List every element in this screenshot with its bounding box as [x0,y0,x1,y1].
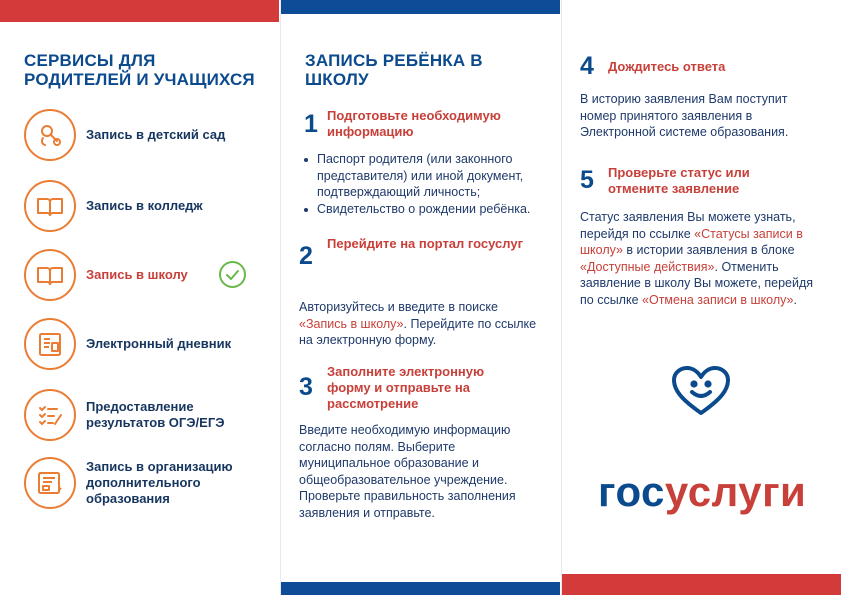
open-book-icon [24,180,76,232]
step-1-number: 1 [304,110,318,138]
check-icon [219,261,246,288]
available-actions-link[interactable]: «Доступные действия» [580,259,715,274]
status-link[interactable]: «Статусы записи в [694,226,803,241]
baby-pacifier-icon [24,109,76,161]
service-diary[interactable] [24,318,231,370]
steps-panel-middle [281,0,560,595]
cancel-enrollment-link[interactable]: «Отмена записи в школу» [642,292,794,307]
step-3-title: Заполните электронную форму и отправьте на рассмотрение [327,364,485,411]
diary-icon [24,318,76,370]
status-link-cont[interactable]: школу» [580,243,623,257]
step-5-text: Статус заявления Вы можете узнать, перейдя по ссылке «Статусы записи в школу» в истории заявления в блоке «Доступные действия». Отменить заявление в школу Вы можете, перейдя по ссылке «Отмена записи в школу». [580,210,814,307]
services-title: СЕРВИСЫ ДЛЯ РОДИТЕЛЕЙ И УЧАЩИХСЯ [24,51,255,89]
step-2-title: Перейдите на портал госуслуг [327,236,524,251]
step-3-number: 3 [299,373,313,401]
gosuslugi-logo: госуслуги [598,468,807,515]
step-4-text: В историю заявления Вам поступит номер принятого заявления в Электронной системе образования. [580,92,789,139]
service-exam-results[interactable] [24,389,224,441]
certificate-icon [24,457,76,509]
steps-title: ЗАПИСЬ РЕБЁНКА В ШКОЛУ [305,51,483,89]
heart-smile-icon [671,365,731,417]
step-2-text: Авторизуйтесь и введите в поиске «Запись в школу». Перейдите по ссылке на электронную форму. [299,300,537,347]
service-kindergarten[interactable] [24,109,225,161]
services-panel [0,0,280,595]
service-label: Предоставление результатов ОГЭ/ЕГЭ [86,399,225,430]
step-3-text: Введите необходимую информацию согласно полям. Выберите муниципальное образование и общеобразовательное учреждение. Проверьте правильность заполнения заявления и отправьте. [299,423,516,520]
step-2-number: 2 [299,242,313,270]
open-book-icon [24,249,76,301]
checklist-icon [24,389,76,441]
step-1-title: Подготовьте необходимую информацию [327,108,501,139]
service-label: Запись в организацию дополнительного образования [86,459,233,506]
list-item: Свидетельство о рождении ребёнка. [301,201,551,218]
search-query-link[interactable]: «Запись в школу» [299,316,404,331]
service-label: Запись в колледж [86,198,203,213]
service-additional-education[interactable] [24,457,233,509]
service-college[interactable] [24,180,203,232]
step-4-title: Дождитесь ответа [608,59,726,74]
list-item: Паспорт родителя (или законного представителя) или иной документ, подтверждающий личность; [301,151,551,201]
step-4-number: 4 [580,52,594,80]
step-5-number: 5 [580,166,594,194]
service-label: Запись в детский сад [86,127,226,142]
step-1-document-list [301,151,551,217]
step-5-title: Проверьте статус или отмените заявление [608,165,750,196]
service-label: Запись в школу [86,267,188,282]
service-school[interactable] [24,249,188,301]
service-label: Электронный дневник [86,336,232,351]
